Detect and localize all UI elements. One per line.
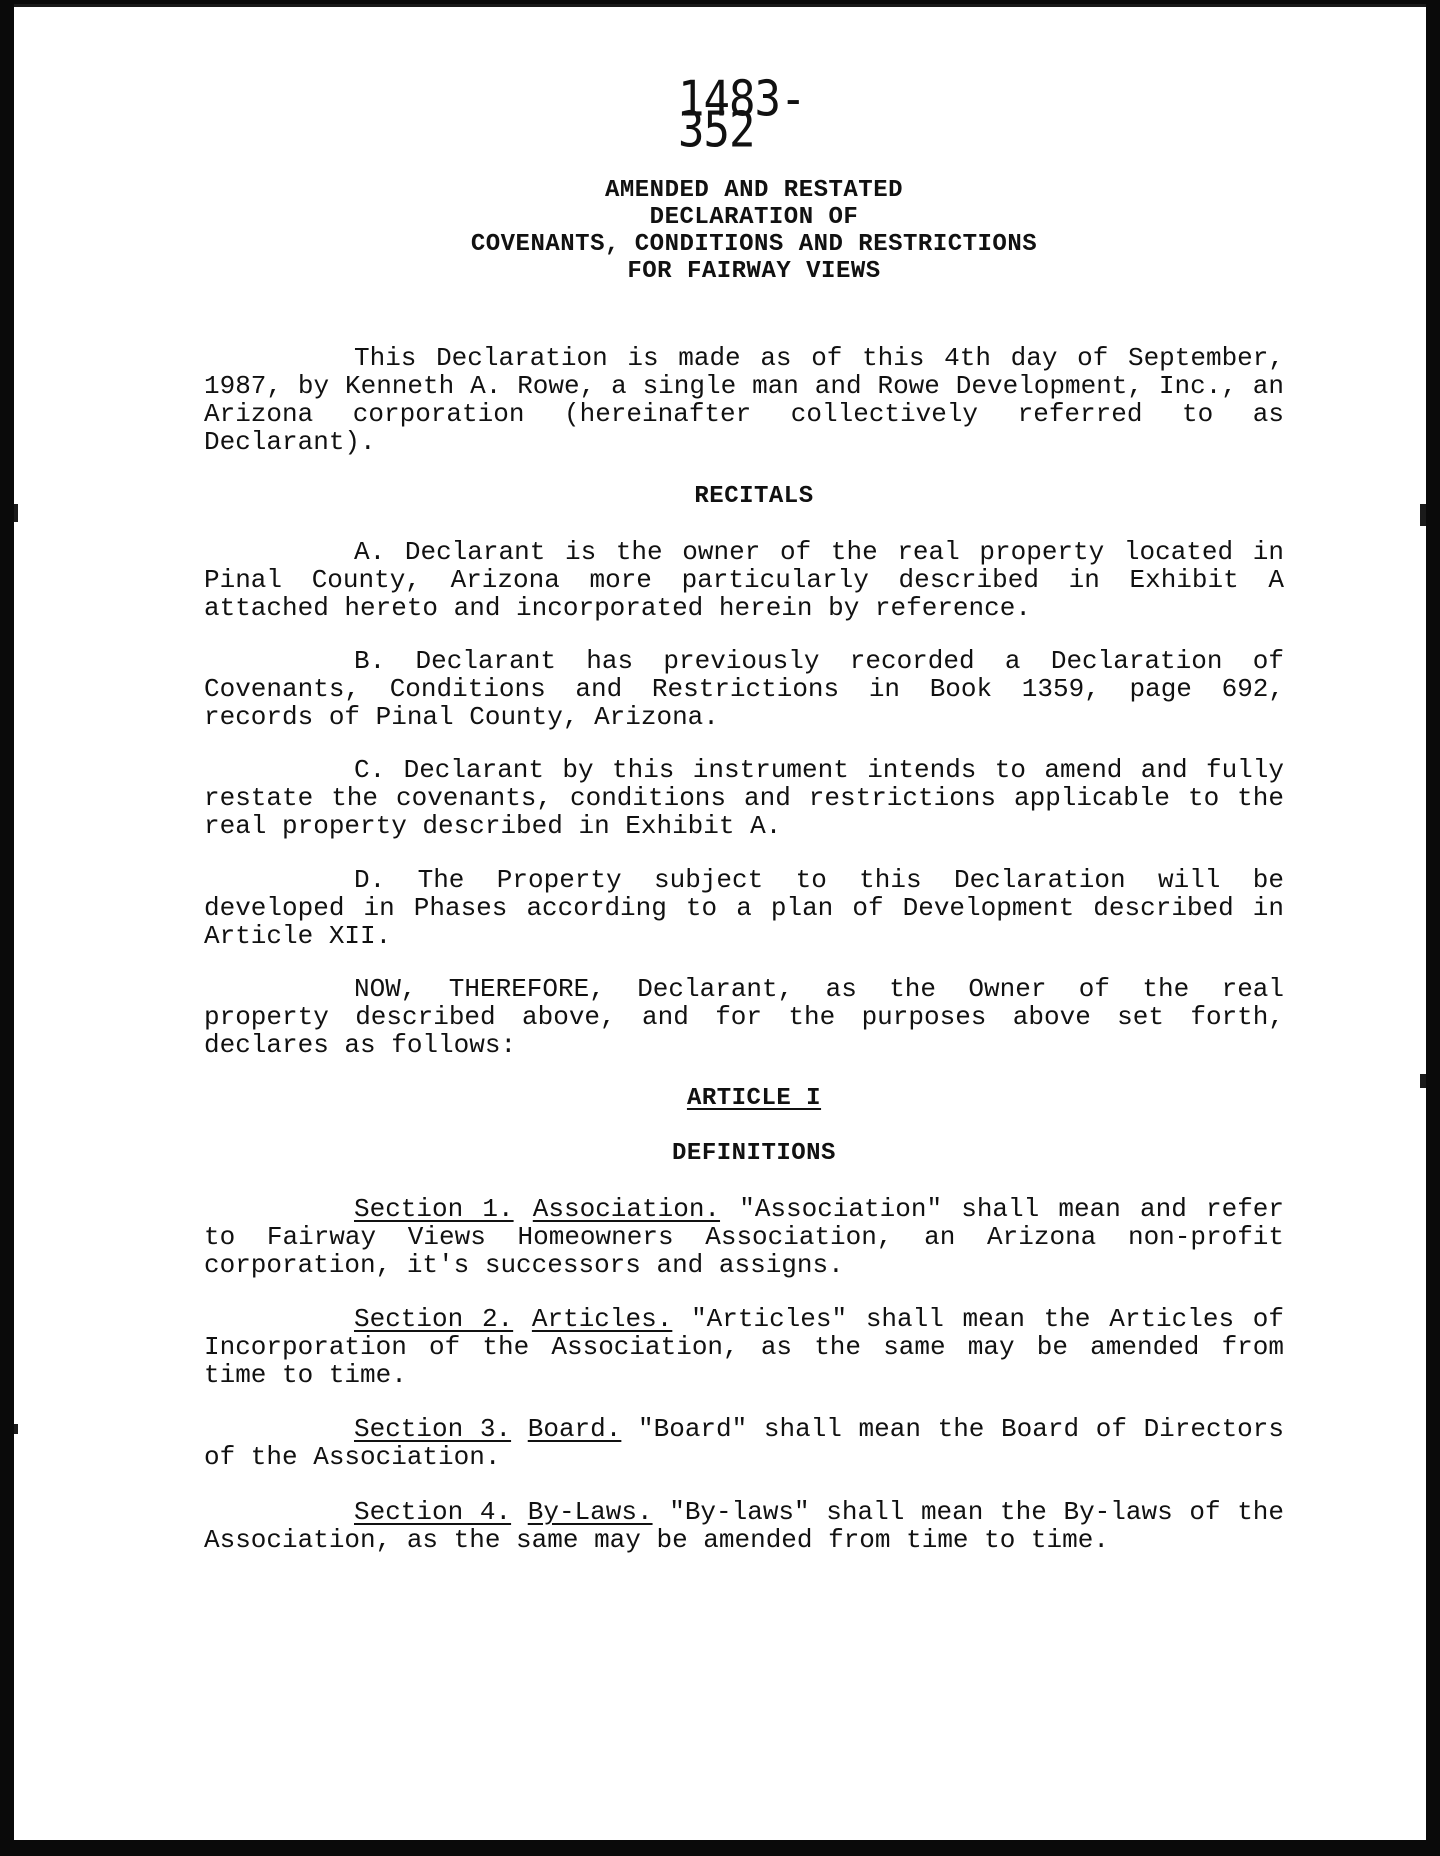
document-page	[14, 4, 1426, 1840]
scan-mark-left	[14, 504, 18, 522]
title-line-3: COVENANTS, CONDITIONS AND RESTRICTIONS	[470, 231, 1038, 258]
title-line-2: DECLARATION OF	[649, 204, 859, 231]
recitals-heading: RECITALS	[694, 483, 814, 510]
recital-b: B. Declarant has previously recorded a Declaration of Covenants, Conditions and Restrictions in Book 1359, page 692, records of Pinal County, Arizona.	[204, 646, 1284, 732]
now-therefore-paragraph: NOW, THEREFORE, Declarant, as the Owner of the real property described above, and for the purposes above set forth, declares as follows:	[204, 974, 1284, 1060]
scan-mark-right-2	[1420, 1074, 1426, 1088]
section-3-number: Section 3.	[354, 1414, 512, 1444]
intro-paragraph: This Declaration is made as of this 4th day of September, 1987, by Kenneth A. Rowe, a single man and Rowe Development, Inc., an Arizona corporation (hereinafter collectively referred to as Declarant).	[204, 343, 1284, 457]
recital-d: D. The Property subject to this Declaration will be developed in Phases according to a plan of Development described in Article XII.	[204, 865, 1284, 951]
section-1-number: Section 1.	[354, 1194, 514, 1224]
section-1	[204, 1195, 1284, 1279]
section-4-number: Section 4.	[354, 1497, 512, 1527]
article-heading-text: ARTICLE I	[686, 1085, 822, 1112]
title-line-1: AMENDED AND RESTATED	[604, 177, 904, 204]
document-number: 1483-352	[678, 70, 806, 160]
section-4-text: "By-laws" shall mean the By-laws of the Association, as the same may be amended from time to time.	[204, 1497, 1284, 1555]
section-2-number: Section 2.	[354, 1304, 514, 1334]
section-1-term: Association.	[532, 1194, 721, 1224]
definitions-heading: DEFINITIONS	[672, 1140, 836, 1167]
recital-c: C. Declarant by this instrument intends to amend and fully restate the covenants, conditions and restrictions applicable to the real property described in Exhibit A.	[204, 755, 1284, 841]
section-2	[204, 1305, 1284, 1389]
section-2-term: Articles.	[531, 1304, 673, 1334]
scan-edge-top	[14, 4, 1426, 7]
section-4-term: By-Laws.	[527, 1497, 653, 1527]
title-line-4: FOR FAIRWAY VIEWS	[627, 258, 881, 285]
article-heading	[204, 1085, 1304, 1113]
section-3	[204, 1415, 1284, 1471]
section-3-term: Board.	[527, 1414, 622, 1444]
section-2-text: "Articles" shall mean the Articles of Incorporation of the Association, as the same may be amended from time to time.	[204, 1304, 1284, 1390]
scan-mark-right	[1420, 504, 1426, 526]
scan-mark-left-2	[14, 1424, 18, 1434]
section-3-text: "Board" shall mean the Board of Directors of the Association.	[204, 1414, 1284, 1472]
section-1-text: "Association" shall mean and refer to Fairway Views Homeowners Association, an Arizona non-profit corporation, it's successors and assigns.	[204, 1194, 1284, 1280]
document-title	[204, 177, 1304, 285]
section-4	[204, 1498, 1284, 1554]
recital-a: A. Declarant is the owner of the real property located in Pinal County, Arizona more particularly described in Exhibit A attached hereto and incorporated herein by reference.	[204, 537, 1284, 623]
